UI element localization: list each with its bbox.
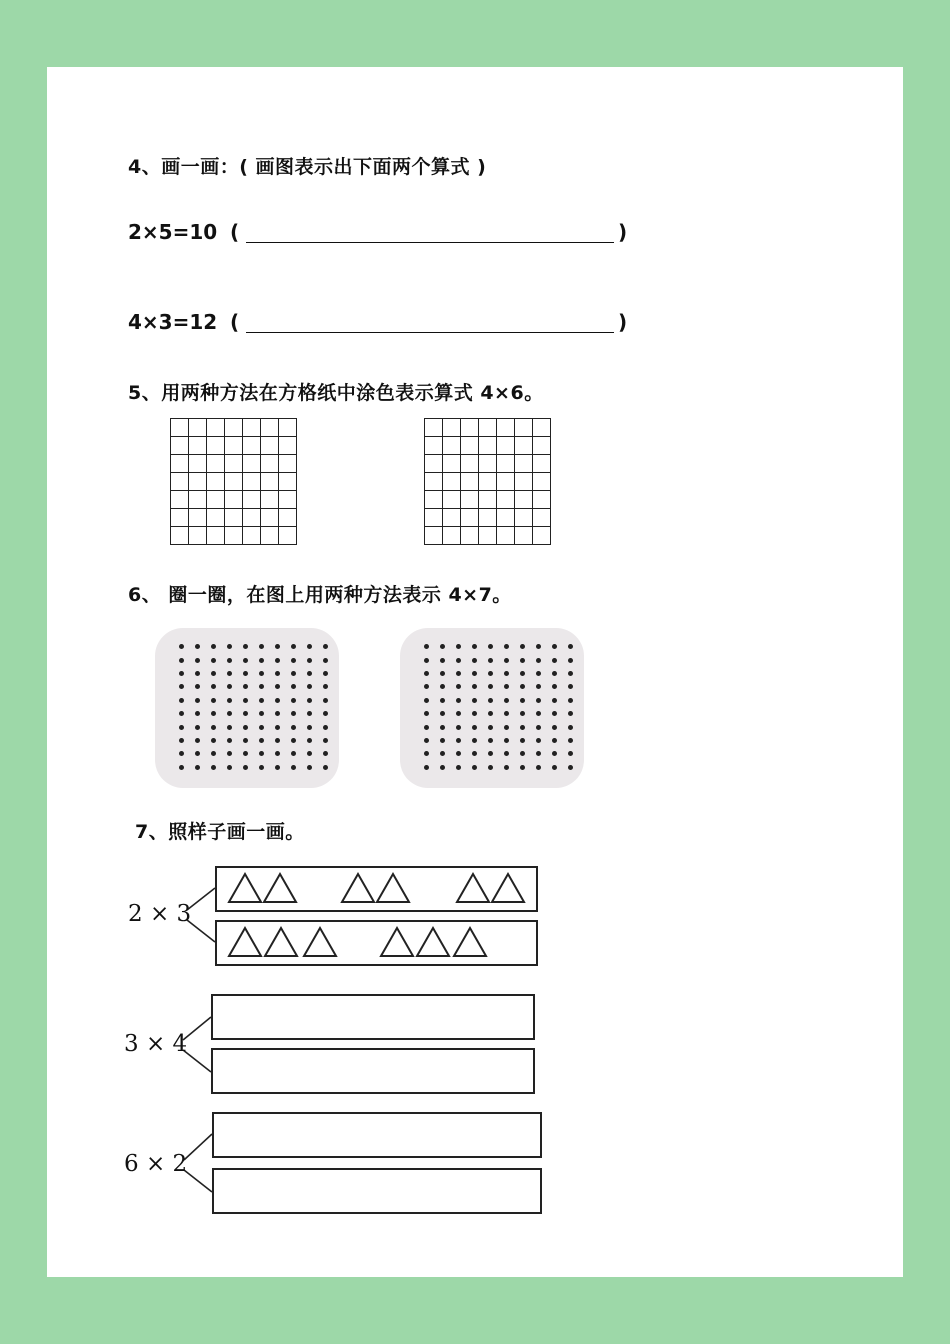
close-paren: ) (618, 310, 628, 334)
q6-title: 6、 圈一圈，在图上用两种方法表示 4×7。 (128, 584, 512, 606)
triangle-icon (304, 928, 336, 956)
bracket-line (183, 1050, 211, 1072)
bracket-line (184, 1134, 212, 1160)
open-paren: ( (230, 310, 240, 334)
triangle-group-2x3 (217, 922, 536, 964)
bracket-line (187, 888, 215, 910)
close-paren: ) (618, 220, 628, 244)
triangle-icon (229, 874, 261, 902)
drawing-box-6x2-top[interactable] (212, 1112, 542, 1158)
bracket-line (187, 920, 215, 942)
equation-2x5: 2×5=10 (128, 220, 218, 244)
example-box-top (215, 866, 538, 912)
q7-title: 7、照样子画一画。 (135, 821, 305, 843)
triangle-icon (454, 928, 486, 956)
drawing-box-6x2-bottom[interactable] (212, 1168, 542, 1214)
triangle-icon (457, 874, 489, 902)
triangle-icon (264, 874, 296, 902)
bracket-line (183, 1017, 211, 1040)
expression-2x3: 2 × 3 (128, 901, 192, 927)
triangle-icon (492, 874, 524, 902)
expression-3x4: 3 × 4 (124, 1031, 188, 1057)
triangle-icon (265, 928, 297, 956)
triangle-icon (377, 874, 409, 902)
open-paren: ( (230, 220, 240, 244)
drawing-box-3x4-bottom[interactable] (211, 1048, 535, 1094)
q5-title: 5、用两种方法在方格纸中涂色表示算式 4×6。 (128, 382, 544, 404)
bracket-line (184, 1170, 212, 1192)
triangle-icon (417, 928, 449, 956)
drawing-box-3x4-top[interactable] (211, 994, 535, 1040)
expression-6x2: 6 × 2 (124, 1151, 188, 1177)
equation-4x3: 4×3=12 (128, 310, 218, 334)
triangle-group-3x2 (217, 868, 536, 910)
triangle-icon (381, 928, 413, 956)
triangle-icon (342, 874, 374, 902)
example-box-bottom (215, 920, 538, 966)
triangle-icon (229, 928, 261, 956)
q4-title: 4、画一画：( 画图表示出下面两个算式 ) (128, 156, 487, 178)
